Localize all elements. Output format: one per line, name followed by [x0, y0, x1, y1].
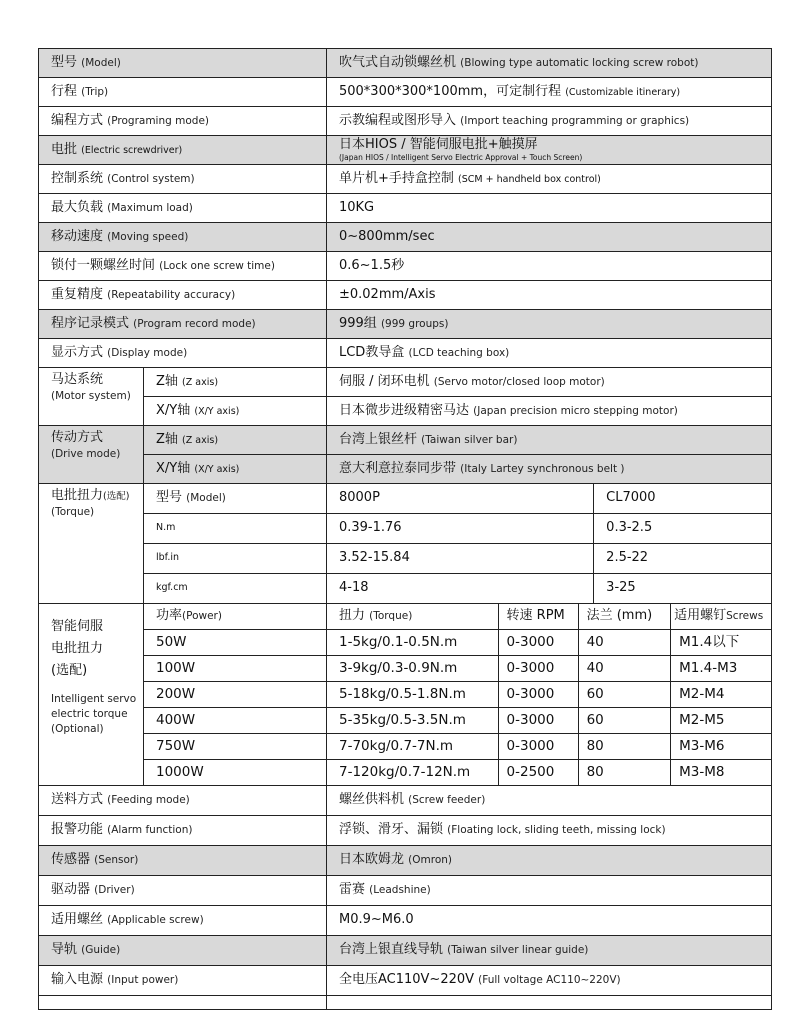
spec-row-screwdriver [39, 136, 772, 165]
spec-label: 编程方式 (Programing mode) [39, 107, 327, 136]
spec-label: 送料方式 (Feeding mode) [39, 786, 327, 816]
servo-torque: 5-18kg/0.5-1.8N.m [326, 682, 498, 708]
servo-speed: 0-2500 [498, 760, 578, 786]
torque-row [39, 514, 772, 544]
spec-label: 电批 (Electric screwdriver) [39, 136, 327, 165]
spec-value: 台湾上银直线导轨 (Taiwan silver linear guide) [326, 936, 771, 966]
servo-torque: 7-120kg/0.7-12N.m [326, 760, 498, 786]
spec-value: 0~800mm/sec [326, 223, 771, 252]
servo-power: 50W [144, 630, 327, 656]
spec-value: 日本HIOS / 智能伺服电批+触摸屏 (Japan HIOS / Intelligent Servo Electric Approval + Touch Screen) [326, 136, 771, 165]
spec-row-control-system [39, 165, 772, 194]
spec-row-repeatability [39, 281, 772, 310]
servo-row [39, 708, 772, 734]
motor-xy-value: 日本微步进级精密马达 (Japan precision micro stepping motor) [326, 397, 771, 426]
spec-row-drive-z [39, 426, 772, 455]
spec-row-motor-xy [39, 397, 772, 426]
spec-value: 全电压AC110V~220V (Full voltage AC110~220V) [326, 966, 771, 996]
torque-model-b: CL7000 [594, 484, 772, 514]
spec-label: 型号 (Model) [39, 49, 327, 78]
spec-row-moving-speed [39, 223, 772, 252]
spec-row-applicable-screw [39, 906, 772, 936]
drive-z-label: Z轴 (Z axis) [144, 426, 327, 455]
torque-value-a: 4-18 [326, 574, 593, 604]
spec-value: 螺丝供料机 (Screw feeder) [326, 786, 771, 816]
torque-unit: kgf.cm [144, 574, 327, 604]
torque-value-b: 2.5-22 [594, 544, 772, 574]
spec-value: 日本欧姆龙 (Omron) [326, 846, 771, 876]
servo-screws: M2-M4 [671, 682, 772, 708]
spec-value: 999组 (999 groups) [326, 310, 771, 339]
drive-z-value: 台湾上银丝杆 (Taiwan silver bar) [326, 426, 771, 455]
spec-row-driver [39, 876, 772, 906]
servo-flange: 80 [578, 734, 671, 760]
motor-z-value: 伺服 / 闭环电机 (Servo motor/closed loop motor) [326, 368, 771, 397]
torque-model-label: 型号 (Model) [144, 484, 327, 514]
spec-row-trip [39, 78, 772, 107]
spec-label: 传感器 (Sensor) [39, 846, 327, 876]
spec-value: 单片机+手持盒控制 (SCM + handheld box control) [326, 165, 771, 194]
spec-table [38, 48, 772, 1010]
spec-value: 0.6~1.5秒 [326, 252, 771, 281]
spec-label: 输入电源 (Input power) [39, 966, 327, 996]
torque-unit: lbf.in [144, 544, 327, 574]
torque-unit: N.m [144, 514, 327, 544]
torque-model-a: 8000P [326, 484, 593, 514]
servo-speed: 0-3000 [498, 708, 578, 734]
servo-row [39, 682, 772, 708]
motor-xy-label: X/Y轴 (X/Y axis) [144, 397, 327, 426]
spec-value: M0.9~M6.0 [326, 906, 771, 936]
spec-label: 最大负载 (Maximum load) [39, 194, 327, 223]
servo-torque: 7-70kg/0.7-7N.m [326, 734, 498, 760]
servo-header-screws: 适用螺钉Screws [671, 604, 772, 630]
servo-flange: 80 [578, 760, 671, 786]
servo-screws: M3-M8 [671, 760, 772, 786]
spec-value: 浮锁、滑牙、漏锁 (Floating lock, sliding teeth, missing lock) [326, 816, 771, 846]
spec-row-lock-time [39, 252, 772, 281]
servo-row [39, 630, 772, 656]
servo-row [39, 656, 772, 682]
spec-value: LCD教导盒 (LCD teaching box) [326, 339, 771, 368]
servo-row [39, 760, 772, 786]
torque-label: 电批扭力(选配) (Torque) [39, 484, 144, 604]
spec-value: 雷赛 (Leadshine) [326, 876, 771, 906]
spec-label: 重复精度 (Repeatability accuracy) [39, 281, 327, 310]
spec-value: 示教编程或图形导入 (Import teaching programming or graphics) [326, 107, 771, 136]
servo-speed: 0-3000 [498, 682, 578, 708]
spec-label: 显示方式 (Display mode) [39, 339, 327, 368]
servo-header-power: 功率(Power) [144, 604, 327, 630]
servo-torque: 5-35kg/0.5-3.5N.m [326, 708, 498, 734]
spec-value: 500*300*300*100mm，可定制行程 (Customizable itinerary) [326, 78, 771, 107]
servo-screws: M1.4-M3 [671, 656, 772, 682]
spec-label: 导轨 (Guide) [39, 936, 327, 966]
torque-row-model [39, 484, 772, 514]
spec-row-input-power [39, 966, 772, 996]
drive-xy-value: 意大利意拉泰同步带 (Italy Lartey synchronous belt ) [326, 455, 771, 484]
servo-screws: M1.4以下 [671, 630, 772, 656]
servo-speed: 0-3000 [498, 656, 578, 682]
torque-value-b: 0.3-2.5 [594, 514, 772, 544]
spec-row-motor-z [39, 368, 772, 397]
torque-value-a: 0.39-1.76 [326, 514, 593, 544]
servo-power: 200W [144, 682, 327, 708]
servo-speed: 0-3000 [498, 630, 578, 656]
spec-label: 驱动器 (Driver) [39, 876, 327, 906]
servo-power: 1000W [144, 760, 327, 786]
spec-value: 10KG [326, 194, 771, 223]
servo-header-row [39, 604, 772, 630]
spec-row-cutoff [39, 996, 772, 1010]
spec-row-alarm-function [39, 816, 772, 846]
drive-xy-label: X/Y轴 (X/Y axis) [144, 455, 327, 484]
torque-row [39, 544, 772, 574]
spec-label: 程序记录模式 (Program record mode) [39, 310, 327, 339]
servo-speed: 0-3000 [498, 734, 578, 760]
servo-header-torque: 扭力 (Torque) [326, 604, 498, 630]
servo-header-speed: 转速 RPM [498, 604, 578, 630]
motor-system-label: 马达系统 (Motor system) [39, 368, 144, 426]
servo-row [39, 734, 772, 760]
servo-power: 750W [144, 734, 327, 760]
torque-row [39, 574, 772, 604]
servo-flange: 60 [578, 708, 671, 734]
servo-screws: M3-M6 [671, 734, 772, 760]
servo-flange: 60 [578, 682, 671, 708]
spec-label: 适用螺丝 (Applicable screw) [39, 906, 327, 936]
servo-flange: 40 [578, 656, 671, 682]
spec-row-program-record [39, 310, 772, 339]
spec-label: 报警功能 (Alarm function) [39, 816, 327, 846]
spec-row-feeding-mode [39, 786, 772, 816]
servo-screws: M2-M5 [671, 708, 772, 734]
spec-label: 锁付一颗螺丝时间 (Lock one screw time) [39, 252, 327, 281]
servo-torque: 3-9kg/0.3-0.9N.m [326, 656, 498, 682]
spec-row-model [39, 49, 772, 78]
torque-value-a: 3.52-15.84 [326, 544, 593, 574]
spec-row-max-load [39, 194, 772, 223]
servo-power: 100W [144, 656, 327, 682]
spec-row-sensor [39, 846, 772, 876]
spec-label: 移动速度 (Moving speed) [39, 223, 327, 252]
drive-mode-label: 传动方式 (Drive mode) [39, 426, 144, 484]
servo-torque: 1-5kg/0.1-0.5N.m [326, 630, 498, 656]
spec-row-drive-xy [39, 455, 772, 484]
torque-value-b: 3-25 [594, 574, 772, 604]
spec-row-display-mode [39, 339, 772, 368]
spec-label: 控制系统 (Control system) [39, 165, 327, 194]
servo-torque-label: 智能伺服 电批扭力 (选配) Intelligent servo electric torque (Optional) [39, 604, 144, 786]
spec-row-guide [39, 936, 772, 966]
servo-flange: 40 [578, 630, 671, 656]
spec-value: 吹气式自动锁螺丝机 (Blowing type automatic locking screw robot) [326, 49, 771, 78]
spec-row-programing-mode [39, 107, 772, 136]
motor-z-label: Z轴 (Z axis) [144, 368, 327, 397]
spec-label: 行程 (Trip) [39, 78, 327, 107]
spec-value: ±0.02mm/Axis [326, 281, 771, 310]
servo-header-flange: 法兰 (mm) [578, 604, 671, 630]
servo-power: 400W [144, 708, 327, 734]
